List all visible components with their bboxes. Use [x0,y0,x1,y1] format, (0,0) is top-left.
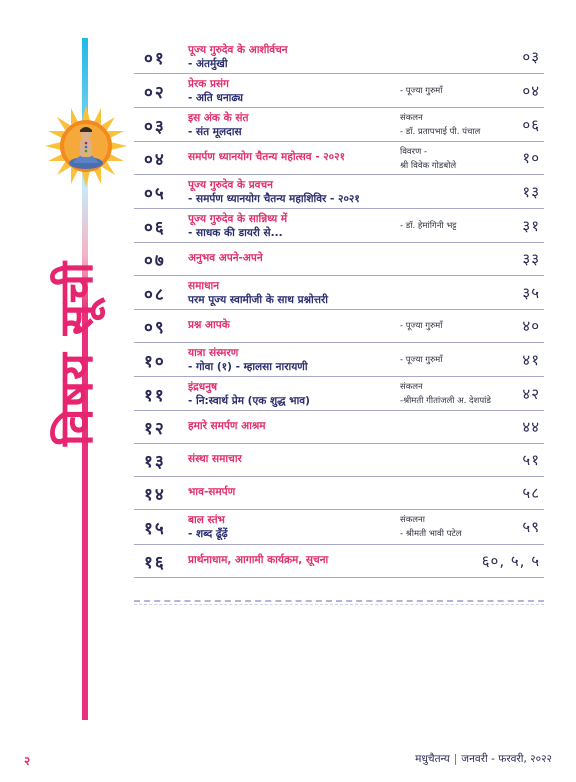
toc-entry-number: ०६ [144,217,166,238]
toc-row[interactable] [134,310,544,343]
toc-entry-title: इस अंक के संत [188,112,249,124]
toc-entry-number: ०४ [144,150,166,170]
toc-entry-title: यात्रा संस्मरण [188,347,239,359]
toc-row[interactable] [134,545,544,578]
toc-entry-author: - श्रीमती भावी पटेल [400,529,462,539]
toc-entry-subtitle: - नि:स्वार्थ प्रेम (एक शुद्ध भाव) [188,395,310,407]
toc-entry-title: पूज्य गुरुदेव के आशीर्वचन [188,44,288,56]
toc-entry-page-number: ३१ [522,216,540,235]
toc-entry-page-number: ५१ [522,451,540,469]
toc-entry-page-number: ४२ [522,384,540,403]
toc-entry-title: इंद्रधनुष [188,381,218,393]
toc-entry-number: १२ [144,419,166,439]
toc-row[interactable] [134,142,544,175]
toc-entry-title: संस्था समाचार [188,453,242,465]
toc-entry-title: समर्पण ध्यानयोग चैतन्य महोत्सव - २०२१ [188,151,346,163]
toc-entry-subtitle: परम पूज्य स्वामीजी के साथ प्रश्नोत्तरी [188,294,329,306]
toc-entry-number: ०७ [144,251,166,271]
toc-row[interactable] [134,343,544,377]
toc-entry-page-number: ०६ [522,115,540,134]
toc-entry-number: १३ [144,452,166,472]
toc-entry-author-label: - पूज्या गुरुमाँ [400,85,443,96]
toc-entry-number: ०१ [144,48,166,69]
toc-row[interactable] [134,444,544,477]
footer-separator: | [453,753,458,765]
toc-entry-subtitle: - साधक की डायरी से... [188,227,283,239]
toc-entry-title: बाल स्तंभ [188,514,225,526]
toc-entry-page-number: ४० [522,317,540,335]
toc-entry-number: ०५ [144,183,166,204]
toc-entry-subtitle: - अंतर्मुखी [188,58,228,70]
toc-entry-title: अनुभव अपने-अपने [188,252,263,264]
toc-entry-page-number: ५८ [522,484,540,502]
toc-row[interactable] [134,377,544,411]
issue-date: जनवरी - फरवरी, २०२२ [461,753,552,765]
toc-row[interactable] [134,411,544,444]
toc-entry-author-label: संकलन [400,113,423,123]
toc-entry-title: प्रार्थनाधाम, आगामी कार्यक्रम, सूचना [188,554,329,566]
toc-entry-title: पूज्य गुरुदेव के सान्निध्य में [188,213,288,225]
toc-row[interactable] [134,74,544,108]
toc-entry-author: - डॉ. प्रतापभाई पी. पंचाल [400,127,481,137]
toc-entry-title: समाधान [188,280,220,292]
toc-entry-number: ०८ [144,284,166,305]
toc-entry-author: -श्रीमती गीतांजली अ. देशपांडे [400,396,491,406]
table-of-contents [134,40,544,578]
toc-entry-page-number: १० [522,149,540,167]
toc-entry-subtitle: - गोवा (१) - म्हालसा नारायणी [188,361,308,373]
toc-entry-page-number: ४१ [522,350,540,369]
toc-entry-number: १५ [144,519,166,539]
toc-row[interactable] [134,276,544,310]
toc-row[interactable] [134,510,544,545]
bottom-divider-secondary [134,604,544,605]
toc-entry-number: ०९ [144,318,166,338]
toc-entry-number: १० [144,351,166,372]
toc-entry-author-label: संकलन [400,382,423,392]
magazine-name: मधुचैतन्य [415,753,450,765]
toc-entry-author-label: - पूज्या गुरुमाँ [400,354,443,365]
toc-entry-title: प्रेरक प्रसंग [188,78,229,90]
toc-entry-page-number: ४४ [522,418,540,436]
toc-entry-author: श्री विवेक गोडबोले [400,161,457,171]
toc-row[interactable] [134,40,544,74]
toc-entry-number: ०३ [144,116,166,137]
toc-entry-subtitle: - अति धनाढ्य [188,92,244,104]
toc-entry-title: पूज्य गुरुदेव के प्रवचन [188,179,274,191]
bottom-divider [134,600,544,602]
toc-row[interactable] [134,477,544,510]
toc-entry-title: भाव-समर्पण [188,486,236,498]
toc-vertical-title: विषय सूची [49,261,103,446]
toc-entry-subtitle: - शब्द ढूँढ़ें [188,528,228,540]
toc-row[interactable] [134,175,544,209]
page-number: २ [24,754,31,768]
toc-entry-number: ११ [144,385,166,406]
toc-row[interactable] [134,108,544,142]
toc-entry-author-label: संकलना [400,515,425,525]
toc-entry-number: १६ [144,553,166,573]
toc-row[interactable] [134,243,544,276]
toc-entry-page-number: १३ [522,182,540,201]
toc-entry-author-label: विवरण - [400,147,428,157]
toc-entry-title: प्रश्न आपके [188,319,230,331]
toc-entry-subtitle: - समर्पण ध्यानयोग चैतन्य महाशिविर - २०२१ [188,193,360,205]
toc-entry-number: १४ [144,485,166,505]
guru-meditation-emblem [45,105,127,187]
toc-entry-page-number: ३३ [522,250,540,268]
toc-entry-page-number: ६०, ५, ५ [481,552,540,570]
toc-entry-page-number: ३५ [522,283,540,302]
toc-row[interactable] [134,209,544,243]
toc-entry-title: हमारे समर्पण आश्रम [188,420,266,432]
toc-entry-page-number: ०४ [522,81,540,100]
toc-entry-subtitle: - संत मूलदास [188,126,242,138]
toc-entry-number: ०२ [144,82,166,103]
toc-entry-author-label: - डॉ. हेमांगिनी भट्ट [400,220,457,231]
toc-entry-author-label: - पूज्या गुरुमाँ [400,321,443,331]
toc-entry-page-number: ५९ [522,518,540,536]
toc-entry-page-number: ०३ [522,47,540,66]
footer-issue-info [415,752,552,766]
